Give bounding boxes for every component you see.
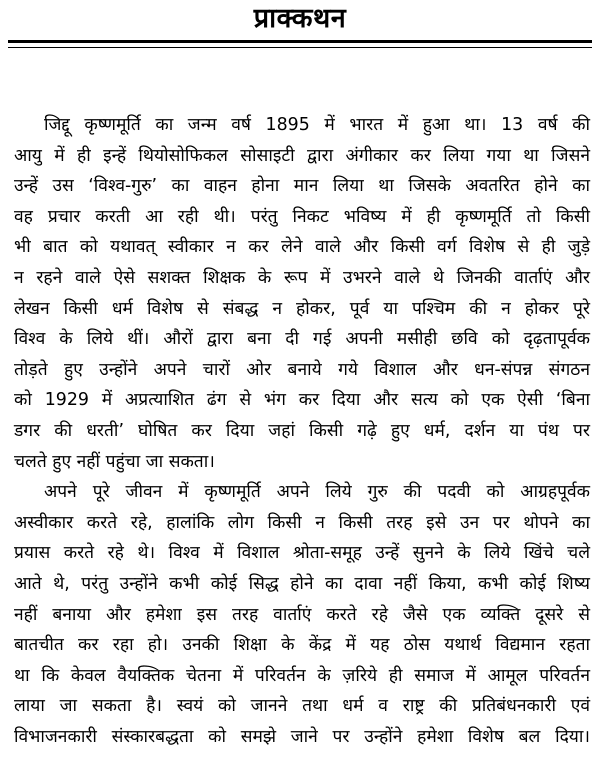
text-line: अस्वीकार करते रहे, हालांकि लोग किसी न किसी तरह इसे उन पर थोपने का [14, 512, 590, 533]
text-line: उन्हें उस ‘विश्व-गुरु’ का वाहन होना मान लिया था जिसके अवतरित होने का [14, 176, 590, 197]
text-line: न रहने वाले ऐसे सशक्त शिक्षक के रूप में उभरने वाले थे जिनकी वार्ताएं और [14, 267, 590, 288]
text-line: चलते हुए नहीं पहुंचा जा सकता। [14, 451, 215, 472]
title-rule-thin [8, 47, 592, 48]
text-line: नहीं बनाया और हमेशा इस तरह वार्ताएं करते रहे जैसे एक व्यक्ति दूसरे से [14, 604, 590, 625]
text-line: को 1929 में अप्रत्याशित ढंग से भंग कर दिया और सत्य को एक ऐसी ‘बिना [14, 390, 590, 411]
paragraph-1 [14, 110, 590, 477]
title-rule-thick [8, 40, 592, 43]
text-line: वह प्रचार करती आ रही थी। परंतु निकट भविष्य में ही कृष्णमूर्ति तो किसी [14, 206, 590, 227]
text-line: बातचीत कर रहा हो। उनकी शिक्षा के केंद्र में यह ठोस यथार्थ विद्यमान रहता [14, 635, 590, 656]
text-line: विश्व के लिये थीं। औरों द्वारा बना दी गई अपनी मसीही छवि को दृढ़तापूर्वक [14, 329, 590, 350]
text-line: डगर की धरती’ घोषित कर दिया जहां किसी गढ़े हुए धर्म, दर्शन या पंथ पर [14, 420, 590, 441]
text-line: लेखन किसी धर्म विशेष से संबद्ध न होकर, पूर्व या पश्चिम की न होकर पूरे [14, 298, 590, 319]
page-title: प्राक्कथन [253, 3, 347, 34]
text-line: आयु में ही इन्हें थियोसोफिकल सोसाइटी द्वारा अंगीकार कर लिया गया था जिसने [14, 145, 590, 166]
text-line: आते थे, परंतु उन्होंने कभी कोई सिद्ध होने का दावा नहीं किया, कभी कोई शिष्य [14, 573, 590, 594]
paragraph-2 [14, 477, 590, 752]
text-line: प्रयास करते रहे थे। विश्व में विशाल श्रोता-समूह उन्हें सुनने के लिये खिंचे चले [14, 543, 590, 564]
text-line: तोड़ते हुए उन्होंने अपने चारों ओर बनाये गये विशाल और धन-संपन्न संगठन [14, 359, 590, 380]
text-line: लाया जा सकता है। स्वयं को जानने तथा धर्म व राष्ट्र की प्रतिबंधनकारी एवं [14, 696, 590, 717]
text-line: था कि केवल वैयक्तिक चेतना में परिवर्तन के ज़रिये ही समाज में आमूल परिवर्तन [14, 665, 590, 686]
text-line: भी बात को यथावत् स्वीकार न कर लेने वाले और किसी वर्ग विशेष से ही जुड़े [14, 237, 590, 258]
text-line: जिद्दू कृष्णमूर्ति का जन्म वर्ष 1895 में भारत में हुआ था। 13 वर्ष की [44, 115, 590, 135]
text-line: अपने पूरे जीवन में कृष्णमूर्ति अपने लिये गुरु की पदवी को आग्रहपूर्वक [44, 482, 590, 503]
body-text [14, 110, 590, 752]
text-line: विभाजनकारी संस्कारबद्धता को समझे जाने पर उन्होंने हमेशा विशेष बल दिया। [14, 726, 590, 747]
